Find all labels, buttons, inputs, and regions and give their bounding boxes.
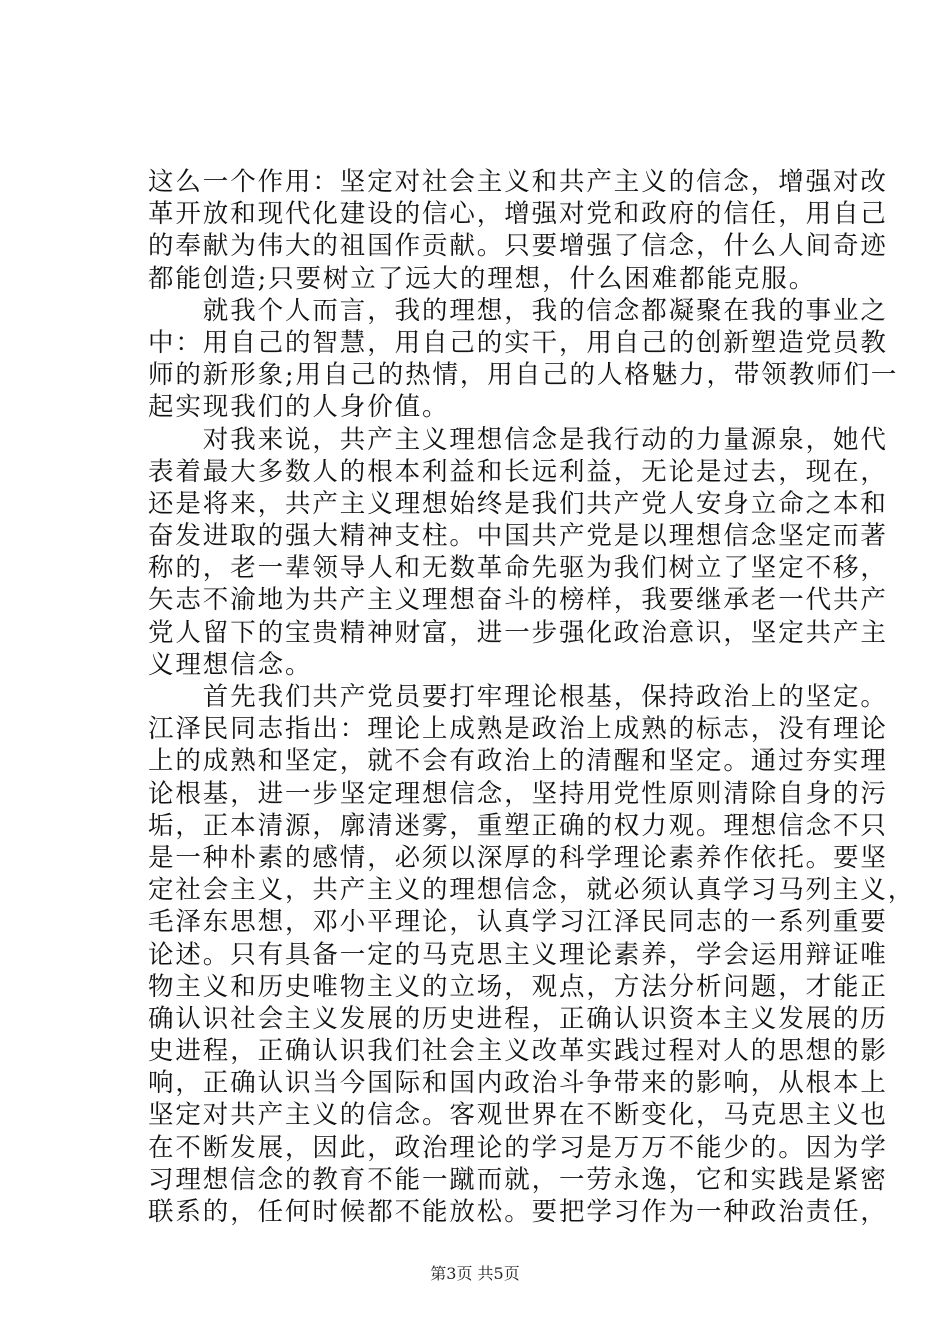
text-line: 表着最大多数人的根本利益和长远利益，无论是过去，现在， [148, 456, 888, 487]
text-line: 垢，正本清源，廓清迷雾，重塑正确的权力观。理想信念不只 [148, 810, 888, 841]
body-text [148, 166, 916, 1228]
text-line: 响，正确认识当今国际和国内政治斗争带来的影响，从根本上 [148, 1068, 888, 1099]
text-line: 师的新形象;用自己的热情，用自己的人格魅力，带领教师们一 [148, 360, 899, 391]
text-line: 还是将来，共产主义理想始终是我们共产党人安身立命之本和 [148, 488, 888, 519]
text-line: 物主义和历史唯物主义的立场，观点，方法分析问题，才能正 [148, 971, 888, 1002]
text-line: 首先我们共产党员要打牢理论根基，保持政治上的坚定。 [148, 682, 888, 712]
page-footer: 第3页 共5页 [430, 1264, 520, 1283]
text-line: 奋发进取的强大精神支柱。中国共产党是以理想信念坚定而著 [148, 521, 888, 552]
text-line: 联系的，任何时候都不能放松。要把学习作为一种政治责任， [148, 1197, 888, 1227]
text-line: 在不断发展，因此，政治理论的学习是万万不能少的。因为学 [148, 1132, 888, 1163]
text-line: 史进程，正确认识我们社会主义改革实践过程对人的思想的影 [148, 1036, 888, 1067]
text-line: 定社会主义，共产主义的理想信念，就必须认真学习马列主义， [148, 875, 916, 906]
text-line: 坚定对共产主义的信念。客观世界在不断变化，马克思主义也 [148, 1100, 888, 1131]
text-line: 起实现我们的人身价值。 [148, 392, 450, 423]
text-line: 江泽民同志指出：理论上成熟是政治上成熟的标志，没有理论 [148, 714, 888, 745]
text-line: 矢志不渝地为共产主义理想奋斗的榜样，我要继承老一代共产 [148, 585, 888, 616]
text-line: 的奉献为伟大的祖国作贡献。只要增强了信念，什么人间奇迹 [148, 231, 888, 262]
text-line: 上的成熟和坚定，就不会有政治上的清醒和坚定。通过夯实理 [148, 746, 888, 777]
text-line: 党人留下的宝贵精神财富，进一步强化政治意识，坚定共产主 [148, 617, 888, 648]
text-line: 是一种朴素的感情，必须以深厚的科学理论素养作依托。要坚 [148, 842, 888, 873]
text-line: 中：用自己的智慧，用自己的实干，用自己的创新塑造党员教 [148, 327, 888, 358]
text-line: 毛泽东思想，邓小平理论，认真学习江泽民同志的一系列重要 [148, 907, 888, 938]
text-line: 确认识社会主义发展的历史进程，正确认识资本主义发展的历 [148, 1003, 888, 1034]
text-line: 论根基，进一步坚定理想信念，坚持用党性原则清除自身的污 [148, 778, 888, 809]
text-line: 这么一个作用：坚定对社会主义和共产主义的信念，增强对改 [148, 167, 888, 197]
text-line: 义理想信念。 [148, 649, 313, 680]
text-line: 就我个人而言，我的理想，我的信念都凝聚在我的事业之 [148, 295, 888, 326]
text-line: 对我来说，共产主义理想信念是我行动的力量源泉，她代 [148, 424, 888, 455]
text-line: 革开放和现代化建设的信心，增强对党和政府的信任，用自己 [148, 199, 888, 230]
text-line: 论述。只有具备一定的马克思主义理论素养，学会运用辩证唯 [148, 939, 888, 970]
text-line: 称的，老一辈领导人和无数革命先驱为我们树立了坚定不移， [148, 553, 888, 584]
text-line: 习理想信念的教育不能一蹴而就，一劳永逸，它和实践是紧密 [148, 1164, 888, 1195]
text-line: 都能创造;只要树立了远大的理想，什么困难都能克服。 [148, 263, 817, 294]
